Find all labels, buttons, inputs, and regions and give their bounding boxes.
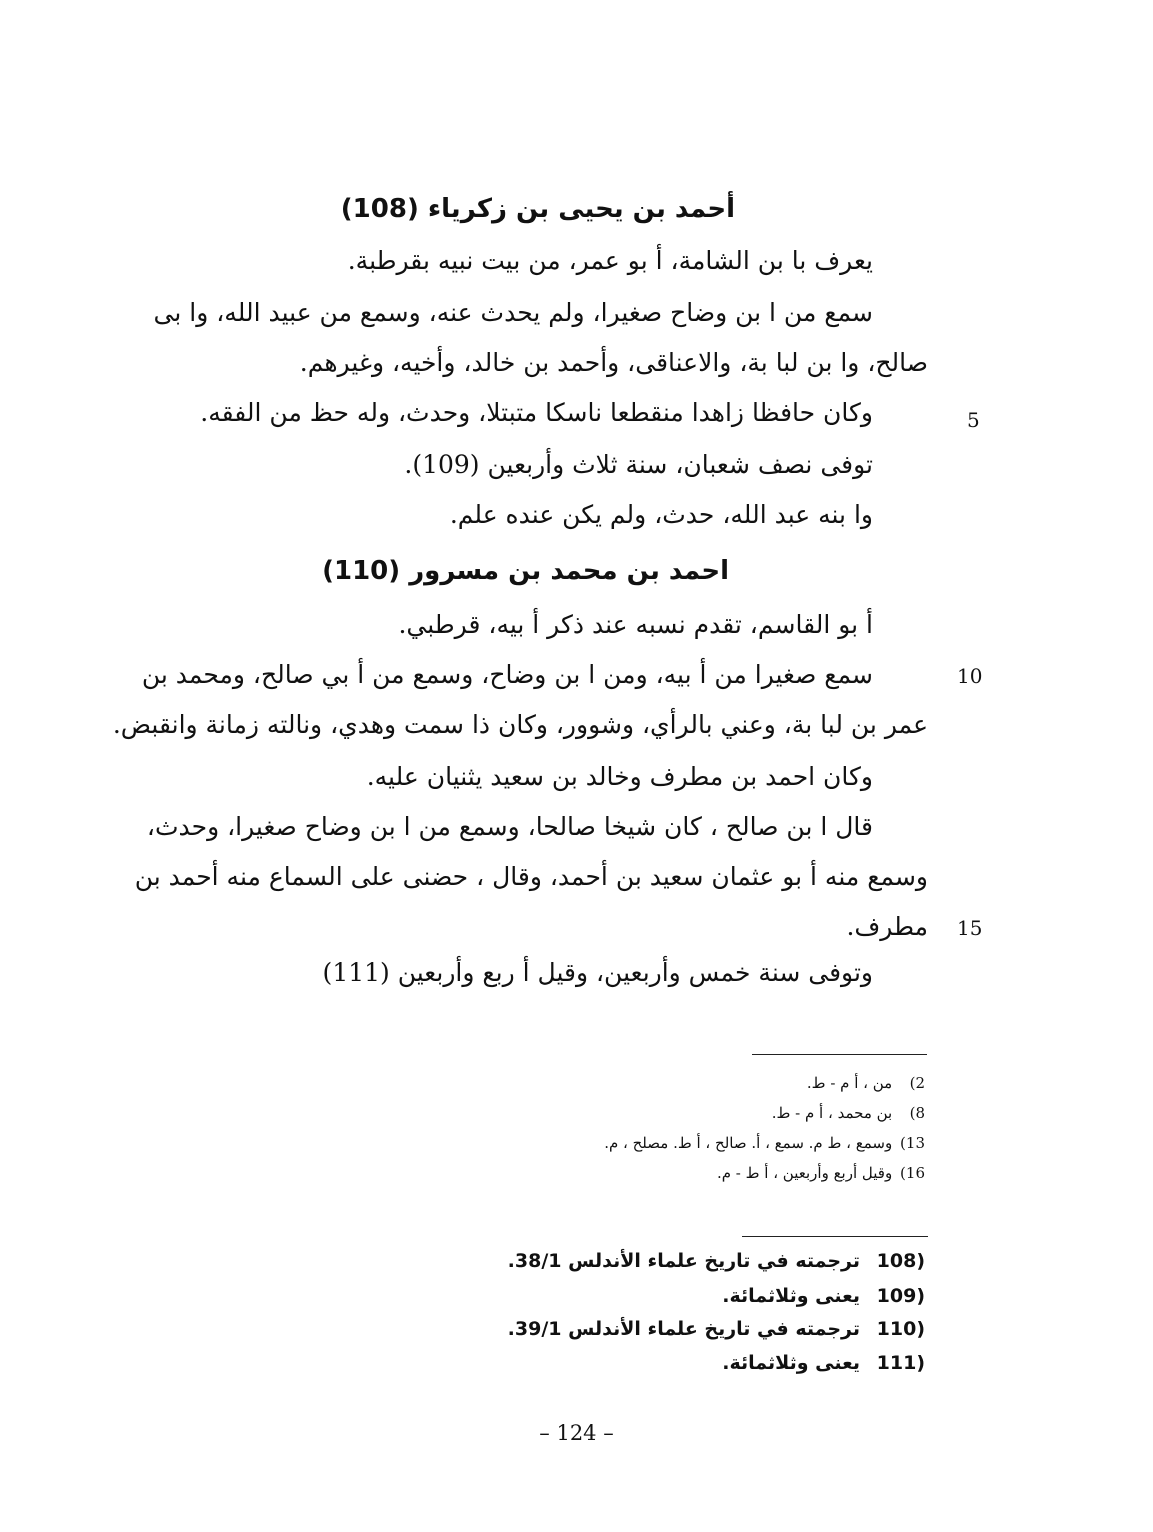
variant-note-text: وسمع ، ط م. سمع ، أ. صالح ، أ ط. مصلح ، م. xyxy=(604,1134,893,1152)
footnote-separator xyxy=(742,1236,928,1237)
text-line: قال ا بن صالح ، كان شيخا صالحا، وسمع من ا بن وضاح صغيرا، وحدث، xyxy=(146,812,873,841)
line-number-marker: 15 xyxy=(957,916,983,940)
reference-note-number: (108 xyxy=(876,1250,925,1272)
line-number-marker: 5 xyxy=(967,408,980,432)
variant-note-number: 2) xyxy=(909,1074,925,1092)
variant-note-text: وقيل أربع وأربعين ، أ ط - م. xyxy=(716,1164,893,1182)
text-line: مطرف. xyxy=(846,912,928,941)
reference-note-text: يعنى وثلاثمائة. xyxy=(722,1285,861,1307)
reference-note xyxy=(722,1352,925,1374)
variant-note-number: 16) xyxy=(900,1164,925,1182)
text-line: وتوفى سنة خمس وأربعين، وقيل أ ربع وأربعين (111) xyxy=(322,958,873,987)
line-number-marker: 10 xyxy=(957,664,983,688)
text-line: أ بو القاسم، تقدم نسبه عند ذكر أ بيه، قرطبي. xyxy=(398,610,873,639)
footnote-separator xyxy=(752,1054,927,1055)
text-line: وكان حافظا زاهدا منقطعا ناسكا متبتلا، وحدث، وله حظ من الفقه. xyxy=(200,398,873,427)
variant-note xyxy=(604,1134,925,1152)
variant-note xyxy=(772,1104,925,1122)
text-line: عمر بن لبا بة، وعني بالرأي، وشوور، وكان ذا سمت وهدي، ونالته زمانة وانقبض. xyxy=(112,710,928,739)
reference-note xyxy=(508,1318,925,1340)
variant-note xyxy=(807,1074,925,1092)
variant-note xyxy=(717,1164,925,1182)
reference-note xyxy=(722,1285,925,1307)
reference-note-number: (110 xyxy=(876,1318,925,1340)
text-line: وا بنه عبد الله، حدث، ولم يكن عنده علم. xyxy=(449,500,873,529)
reference-note-text: ترجمته في تاريخ علماء الأندلس 39/1. xyxy=(507,1318,861,1340)
reference-note-text: ترجمته في تاريخ علماء الأندلس 38/1. xyxy=(507,1250,861,1272)
variant-note-number: 13) xyxy=(900,1134,925,1152)
reference-note xyxy=(508,1250,925,1272)
reference-note-number: (109 xyxy=(876,1285,925,1307)
text-line: يعرف با بن الشامة، أ بو عمر، من بيت نبيه بقرطبة. xyxy=(347,246,873,275)
variant-note-text: بن محمد ، أ م - ط. xyxy=(771,1104,893,1122)
text-line: سمع من ا بن وضاح صغيرا، ولم يحدث عنه، وسمع من عبيد الله، وا بى xyxy=(153,298,873,327)
page-number: – 124 – xyxy=(539,1421,614,1445)
text-line: سمع صغيرا من أ بيه، ومن ا بن وضاح، وسمع من أ بي صالح، ومحمد بن xyxy=(141,660,873,689)
variant-note-text: من ، أ م - ط. xyxy=(806,1074,893,1092)
text-line: وكان احمد بن مطرف وخالد بن سعيد يثنيان عليه. xyxy=(366,762,873,791)
text-line: صالح، وا بن لبا بة، والاعناقى، وأحمد بن خالد، وأخيه، وغيرهم. xyxy=(299,348,928,377)
reference-note-text: يعنى وثلاثمائة. xyxy=(722,1352,861,1374)
variant-note-number: 8) xyxy=(909,1104,925,1122)
entry-heading: احمد بن محمد بن مسرور (110) xyxy=(322,556,729,586)
reference-note-number: (111 xyxy=(876,1352,925,1374)
text-line: توفى نصف شعبان، سنة ثلاث وأربعين (109). xyxy=(404,450,873,479)
entry-heading: أحمد بن يحيى بن زكرياء (108) xyxy=(340,194,735,224)
text-line: وسمع منه أ بو عثمان سعيد بن أحمد، وقال ، حضنى على السماع منه أحمد بن xyxy=(134,862,928,891)
